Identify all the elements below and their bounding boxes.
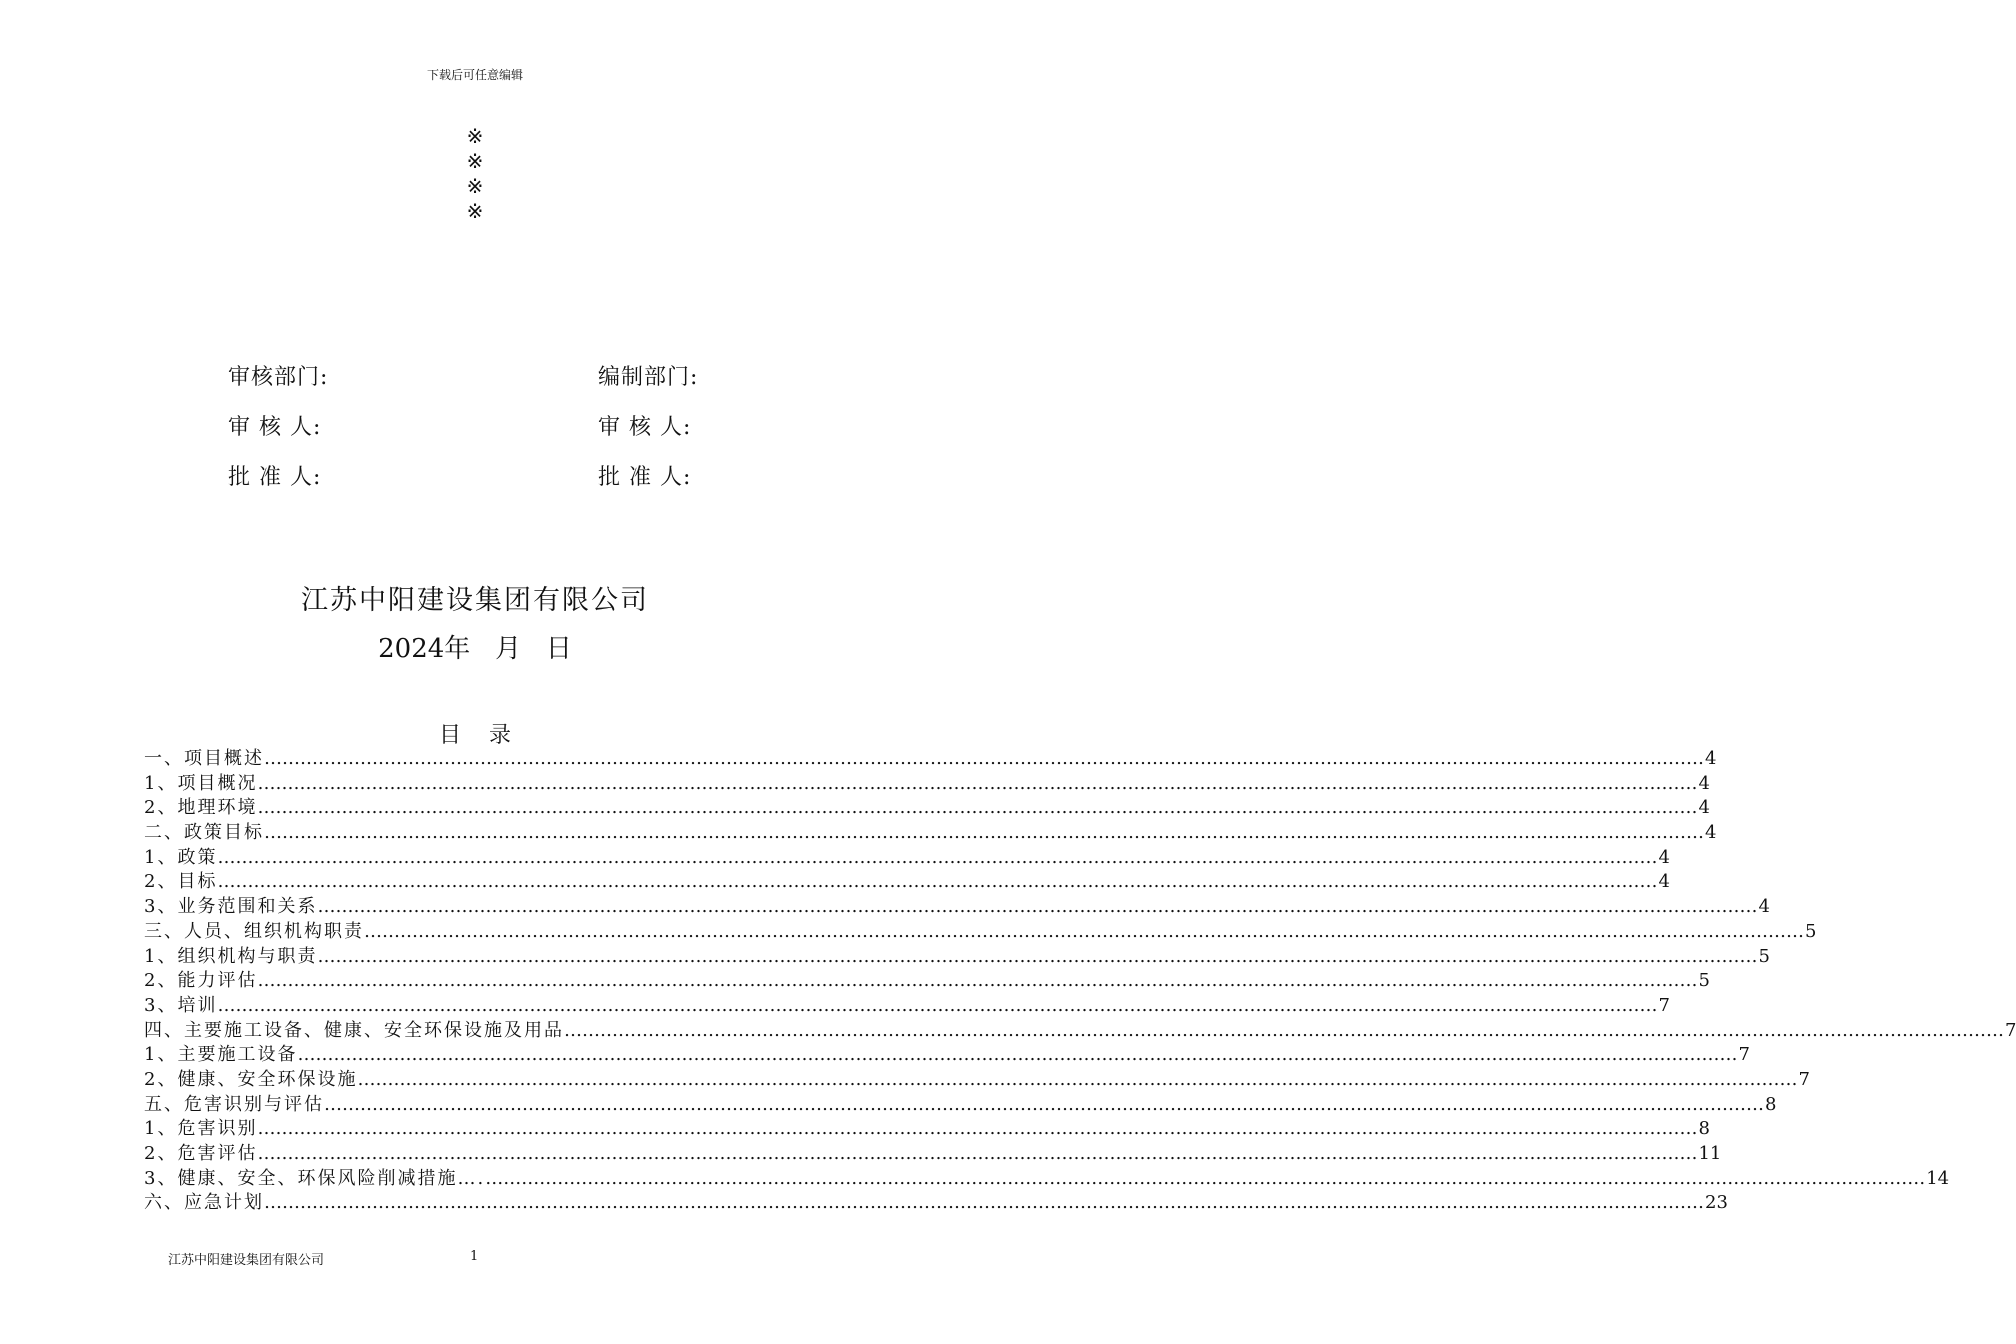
reference-marks <box>0 124 950 224</box>
document-date: 2024年 月 日 <box>378 634 572 664</box>
reference-mark: ※ <box>466 174 484 198</box>
toc-entry[interactable] <box>144 769 1710 794</box>
toc-entry[interactable] <box>144 1065 1810 1090</box>
toc-entry-label: 1、危害识别 <box>144 1118 258 1140</box>
footer-page-number: 1 <box>470 1249 479 1264</box>
toc-entry-label: 1、项目概况 <box>144 772 258 794</box>
toc-entry[interactable] <box>144 1114 1710 1140</box>
footer-company: 江苏中阳建设集团有限公司 <box>168 1253 325 1268</box>
toc-dot-leader: …………………………………………………………………………………………………………………………………………………………………………………………………………………… <box>264 1192 1704 1214</box>
toc-dot-leader: …………………………………………………………………………………………………………………………………………………………………………………………………………………… <box>257 797 1698 819</box>
approver-label-right: 批 准 人: <box>598 465 692 490</box>
toc-dot-leader: …………………………………………………………………………………………………………………………………………………………………………………………………………………… <box>257 970 1698 992</box>
toc-dot-leader: …………………………………………………………………………………………………………………………………………………………………………………………………………………… <box>317 945 1758 967</box>
toc-entry-page: 4 <box>1705 822 1717 844</box>
table-of-contents <box>144 744 2016 1214</box>
compiling-department-label: 编制部门: <box>598 365 699 390</box>
toc-entry[interactable] <box>144 843 1670 868</box>
toc-entry-label: 2、健康、安全环保设施 <box>144 1068 358 1090</box>
toc-dot-leader: …………………………………………………………………………………………………………………………………………………………………………………………………………………… <box>297 1044 1738 1066</box>
toc-entry-page: 14 <box>1926 1167 1950 1189</box>
toc-entry-label: 六、应急计划 <box>144 1192 264 1214</box>
toc-entry-page: 4 <box>1705 748 1717 769</box>
toc-entry[interactable] <box>144 1139 1722 1164</box>
toc-entry[interactable] <box>144 917 1817 942</box>
toc-dot-leader: …………………………………………………………………………………………………………………………………………………………………………………………………………………… <box>357 1068 1798 1090</box>
reference-mark: ※ <box>466 124 484 148</box>
toc-dot-leader: …………………………………………………………………………………………………………………………………………………………………………………………………………………… <box>264 822 1704 844</box>
toc-entry-label: 2、地理环境 <box>144 797 258 819</box>
toc-dot-leader: …………………………………………………………………………………………………………………………………………………………………………………………………………………… <box>364 920 1804 942</box>
toc-entry[interactable] <box>144 942 1770 967</box>
toc-entry[interactable] <box>144 793 1710 819</box>
toc-entry-page: 7 <box>1658 994 1670 1016</box>
toc-entry[interactable] <box>144 892 1770 918</box>
toc-entry-page: 4 <box>1658 871 1670 893</box>
toc-dot-leader: …………………………………………………………………………………………………………………………………………………………………………………………………………………… <box>257 772 1698 794</box>
toc-entry[interactable] <box>144 1090 1777 1115</box>
review-department-label: 审核部门: <box>228 365 329 390</box>
toc-dot-leader: …………………………………………………………………………………………………………………………………………………………………………………………………………………… <box>217 994 1658 1016</box>
toc-entry-page: 8 <box>1698 1118 1710 1140</box>
toc-entry-label: 1、主要施工设备 <box>144 1044 298 1066</box>
toc-dot-leader: …………………………………………………………………………………………………………………………………………………………………………………………………………………… <box>217 871 1658 893</box>
toc-dot-leader: …………………………………………………………………………………………………………………………………………………………………………………………………………………… <box>564 1019 2004 1041</box>
toc-entry-page: 4 <box>1698 797 1710 819</box>
toc-entry[interactable] <box>144 1188 1728 1214</box>
toc-title: 目 录 <box>439 723 511 748</box>
toc-entry-page: 5 <box>1805 920 1817 942</box>
toc-dot-leader: …………………………………………………………………………………………………………………………………………………………………………………………………………………… <box>217 846 1658 868</box>
toc-entry-label: 3、健康、安全、环保风险削减措施…. <box>144 1167 486 1189</box>
toc-entry-label: 五、危害识别与评估 <box>144 1093 324 1115</box>
toc-entry[interactable] <box>144 966 1710 992</box>
toc-entry-label: 2、目标 <box>144 871 218 893</box>
company-name: 江苏中阳建设集团有限公司 <box>301 585 649 616</box>
toc-entry-label: 3、业务范围和关系 <box>144 896 318 918</box>
toc-dot-leader: …………………………………………………………………………………………………………………………………………………………………………………………………………………… <box>264 748 1704 769</box>
toc-entry-page: 4 <box>1758 896 1770 918</box>
toc-entry-label: 2、能力评估 <box>144 970 258 992</box>
reference-mark: ※ <box>466 149 484 173</box>
toc-entry-label: 1、组织机构与职责 <box>144 945 318 967</box>
header-note: 下载后可任意编辑 <box>426 68 523 82</box>
toc-entry-page: 4 <box>1698 772 1710 794</box>
toc-entry-label: 三、人员、组织机构职责 <box>144 920 364 942</box>
toc-entry-page: 7 <box>2005 1019 2016 1041</box>
toc-dot-leader: …………………………………………………………………………………………………………………………………………………………………………………………………………………… <box>257 1143 1698 1164</box>
toc-entry-page: 23 <box>1705 1192 1728 1214</box>
toc-entry[interactable] <box>144 744 1717 769</box>
toc-dot-leader: …………………………………………………………………………………………………………………………………………………………………………………………………………………… <box>257 1118 1698 1140</box>
toc-entry-page: 4 <box>1658 846 1670 868</box>
toc-entry-label: 一、项目概述 <box>144 748 264 769</box>
reference-mark: ※ <box>466 199 484 223</box>
toc-entry-page: 5 <box>1698 970 1710 992</box>
toc-entry-page: 7 <box>1738 1044 1750 1066</box>
toc-entry-label: 3、培训 <box>144 994 218 1016</box>
toc-entry-page: 8 <box>1765 1093 1777 1115</box>
toc-dot-leader: …………………………………………………………………………………………………………………………………………………………………………………………………………………… <box>485 1167 1926 1189</box>
toc-entry[interactable] <box>144 1040 1750 1066</box>
toc-entry-label: 1、政策 <box>144 846 218 868</box>
reviewer-label-left: 审 核 人: <box>228 415 322 440</box>
toc-entry-label: 2、危害评估 <box>144 1143 258 1164</box>
toc-dot-leader: …………………………………………………………………………………………………………………………………………………………………………………………………………………… <box>317 896 1758 918</box>
toc-dot-leader: …………………………………………………………………………………………………………………………………………………………………………………………………………………… <box>324 1093 1764 1115</box>
toc-entry[interactable] <box>144 1164 1950 1189</box>
toc-entry-page: 7 <box>1798 1068 1810 1090</box>
reviewer-label-right: 审 核 人: <box>598 415 692 440</box>
toc-entry[interactable] <box>144 867 1670 893</box>
toc-entry-label: 二、政策目标 <box>144 822 264 844</box>
toc-entry-label: 四、主要施工设备、健康、安全环保设施及用品 <box>144 1019 564 1041</box>
toc-entry[interactable] <box>144 818 1717 844</box>
approver-label-left: 批 准 人: <box>228 465 322 490</box>
toc-entry-page: 5 <box>1758 945 1770 967</box>
toc-entry[interactable] <box>144 991 1670 1016</box>
toc-entry-page: 11 <box>1698 1143 1722 1164</box>
toc-entry[interactable] <box>144 1016 2016 1041</box>
